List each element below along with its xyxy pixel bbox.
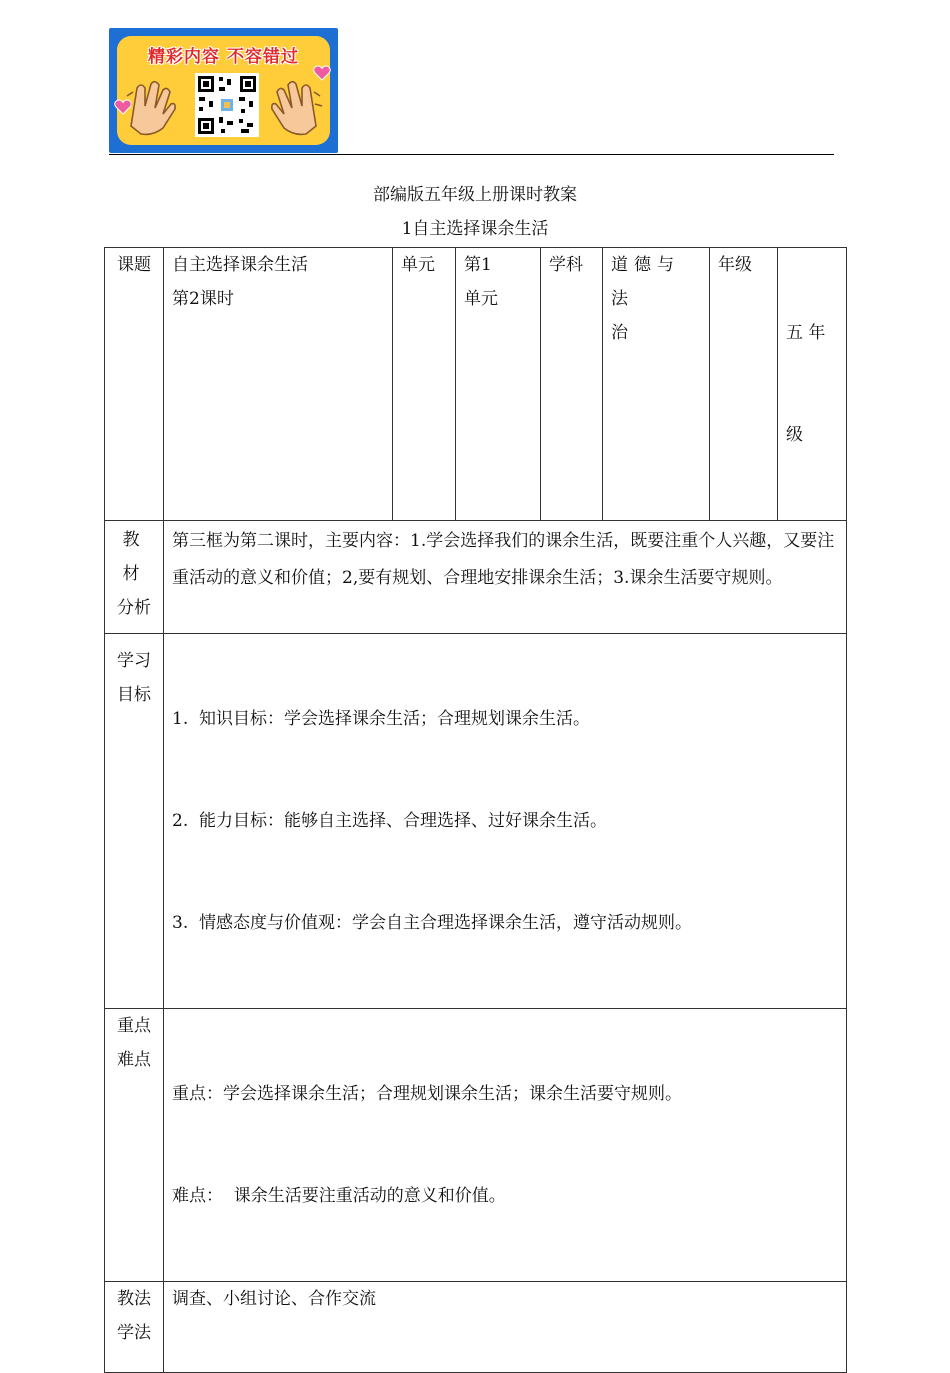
subject-value: 道德与法 [611, 255, 680, 309]
table-row [105, 1282, 847, 1373]
grade-label: 年级 [710, 248, 778, 521]
lesson-title: 1自主选择课余生活 [401, 219, 549, 239]
goals-label [105, 634, 164, 1009]
table-row [105, 1009, 847, 1282]
key-points-label-line1: 重点 [117, 1016, 151, 1036]
methods-label [105, 1282, 164, 1373]
heart-icon [114, 98, 132, 116]
subject-label: 学科 [541, 248, 603, 521]
key-points-content [164, 1009, 847, 1282]
table-row [105, 521, 847, 634]
grade-value-suffix: 级 [786, 425, 803, 445]
analysis-label [105, 521, 164, 634]
goals-label-line1: 学习 [117, 651, 151, 671]
table-row [105, 248, 847, 521]
methods-content: 调查、小组讨论、合作交流 [164, 1282, 847, 1373]
key-points-label [105, 1009, 164, 1282]
unit-label: 单元 [393, 248, 456, 521]
grade-cell [778, 248, 847, 521]
header-divider [109, 154, 834, 155]
analysis-label-line2: 分析 [117, 598, 151, 618]
table-row [105, 634, 847, 1009]
goals-label-line2: 目标 [117, 685, 151, 705]
methods-label-line2: 学法 [117, 1323, 151, 1343]
analysis-content: 第三框为第二课时，主要内容：1.学会选择我们的课余生活，既要注重个人兴趣，又要注重活动的意义和价值；2,要有规划、合理地安排课余生活；3.课余生活要守规则。 [164, 521, 847, 634]
goal-item: 1. 知识目标：学会选择课余生活；合理规划课余生活。 [172, 709, 591, 729]
topic-value: 自主选择课余生活 [172, 255, 308, 275]
goal-item: 2. 能力目标：能够自主选择、合理选择、过好课余生活。 [172, 811, 608, 831]
unit-value-suffix: 单元 [464, 289, 498, 309]
key-point-text: 重点：学会选择课余生活；合理规划课余生活；课余生活要守规则。 [172, 1084, 682, 1104]
unit-cell [456, 248, 541, 521]
goal-item: 3. 情感态度与价值观：学会自主合理选择课余生活，遵守活动规则。 [172, 913, 693, 933]
unit-value: 第1 [464, 255, 492, 275]
heart-icon [313, 64, 331, 82]
lesson-plan-table [104, 247, 847, 1373]
topic-label: 课题 [105, 248, 164, 521]
topic-cell [164, 248, 393, 521]
clapping-hands-icon [266, 76, 324, 138]
lesson-period: 第2课时 [172, 289, 234, 309]
key-points-label-line2: 难点 [117, 1050, 151, 1070]
methods-label-line1: 教法 [117, 1289, 151, 1309]
subject-value-suffix: 治 [611, 323, 628, 343]
difficult-point-text: 难点： 课余生活要注重活动的意义和价值。 [172, 1186, 506, 1206]
goals-content [164, 634, 847, 1009]
qr-code-icon [195, 73, 259, 137]
analysis-label-line1: 教材 [122, 530, 146, 584]
promo-banner-panel [117, 36, 330, 145]
subject-cell [603, 248, 710, 521]
document-title: 部编版五年级上册课时教案 [373, 185, 577, 205]
grade-value: 五 年 [786, 323, 826, 343]
promo-banner-text: 精彩内容 不容错过 [148, 47, 299, 67]
promo-banner[interactable] [109, 28, 338, 153]
